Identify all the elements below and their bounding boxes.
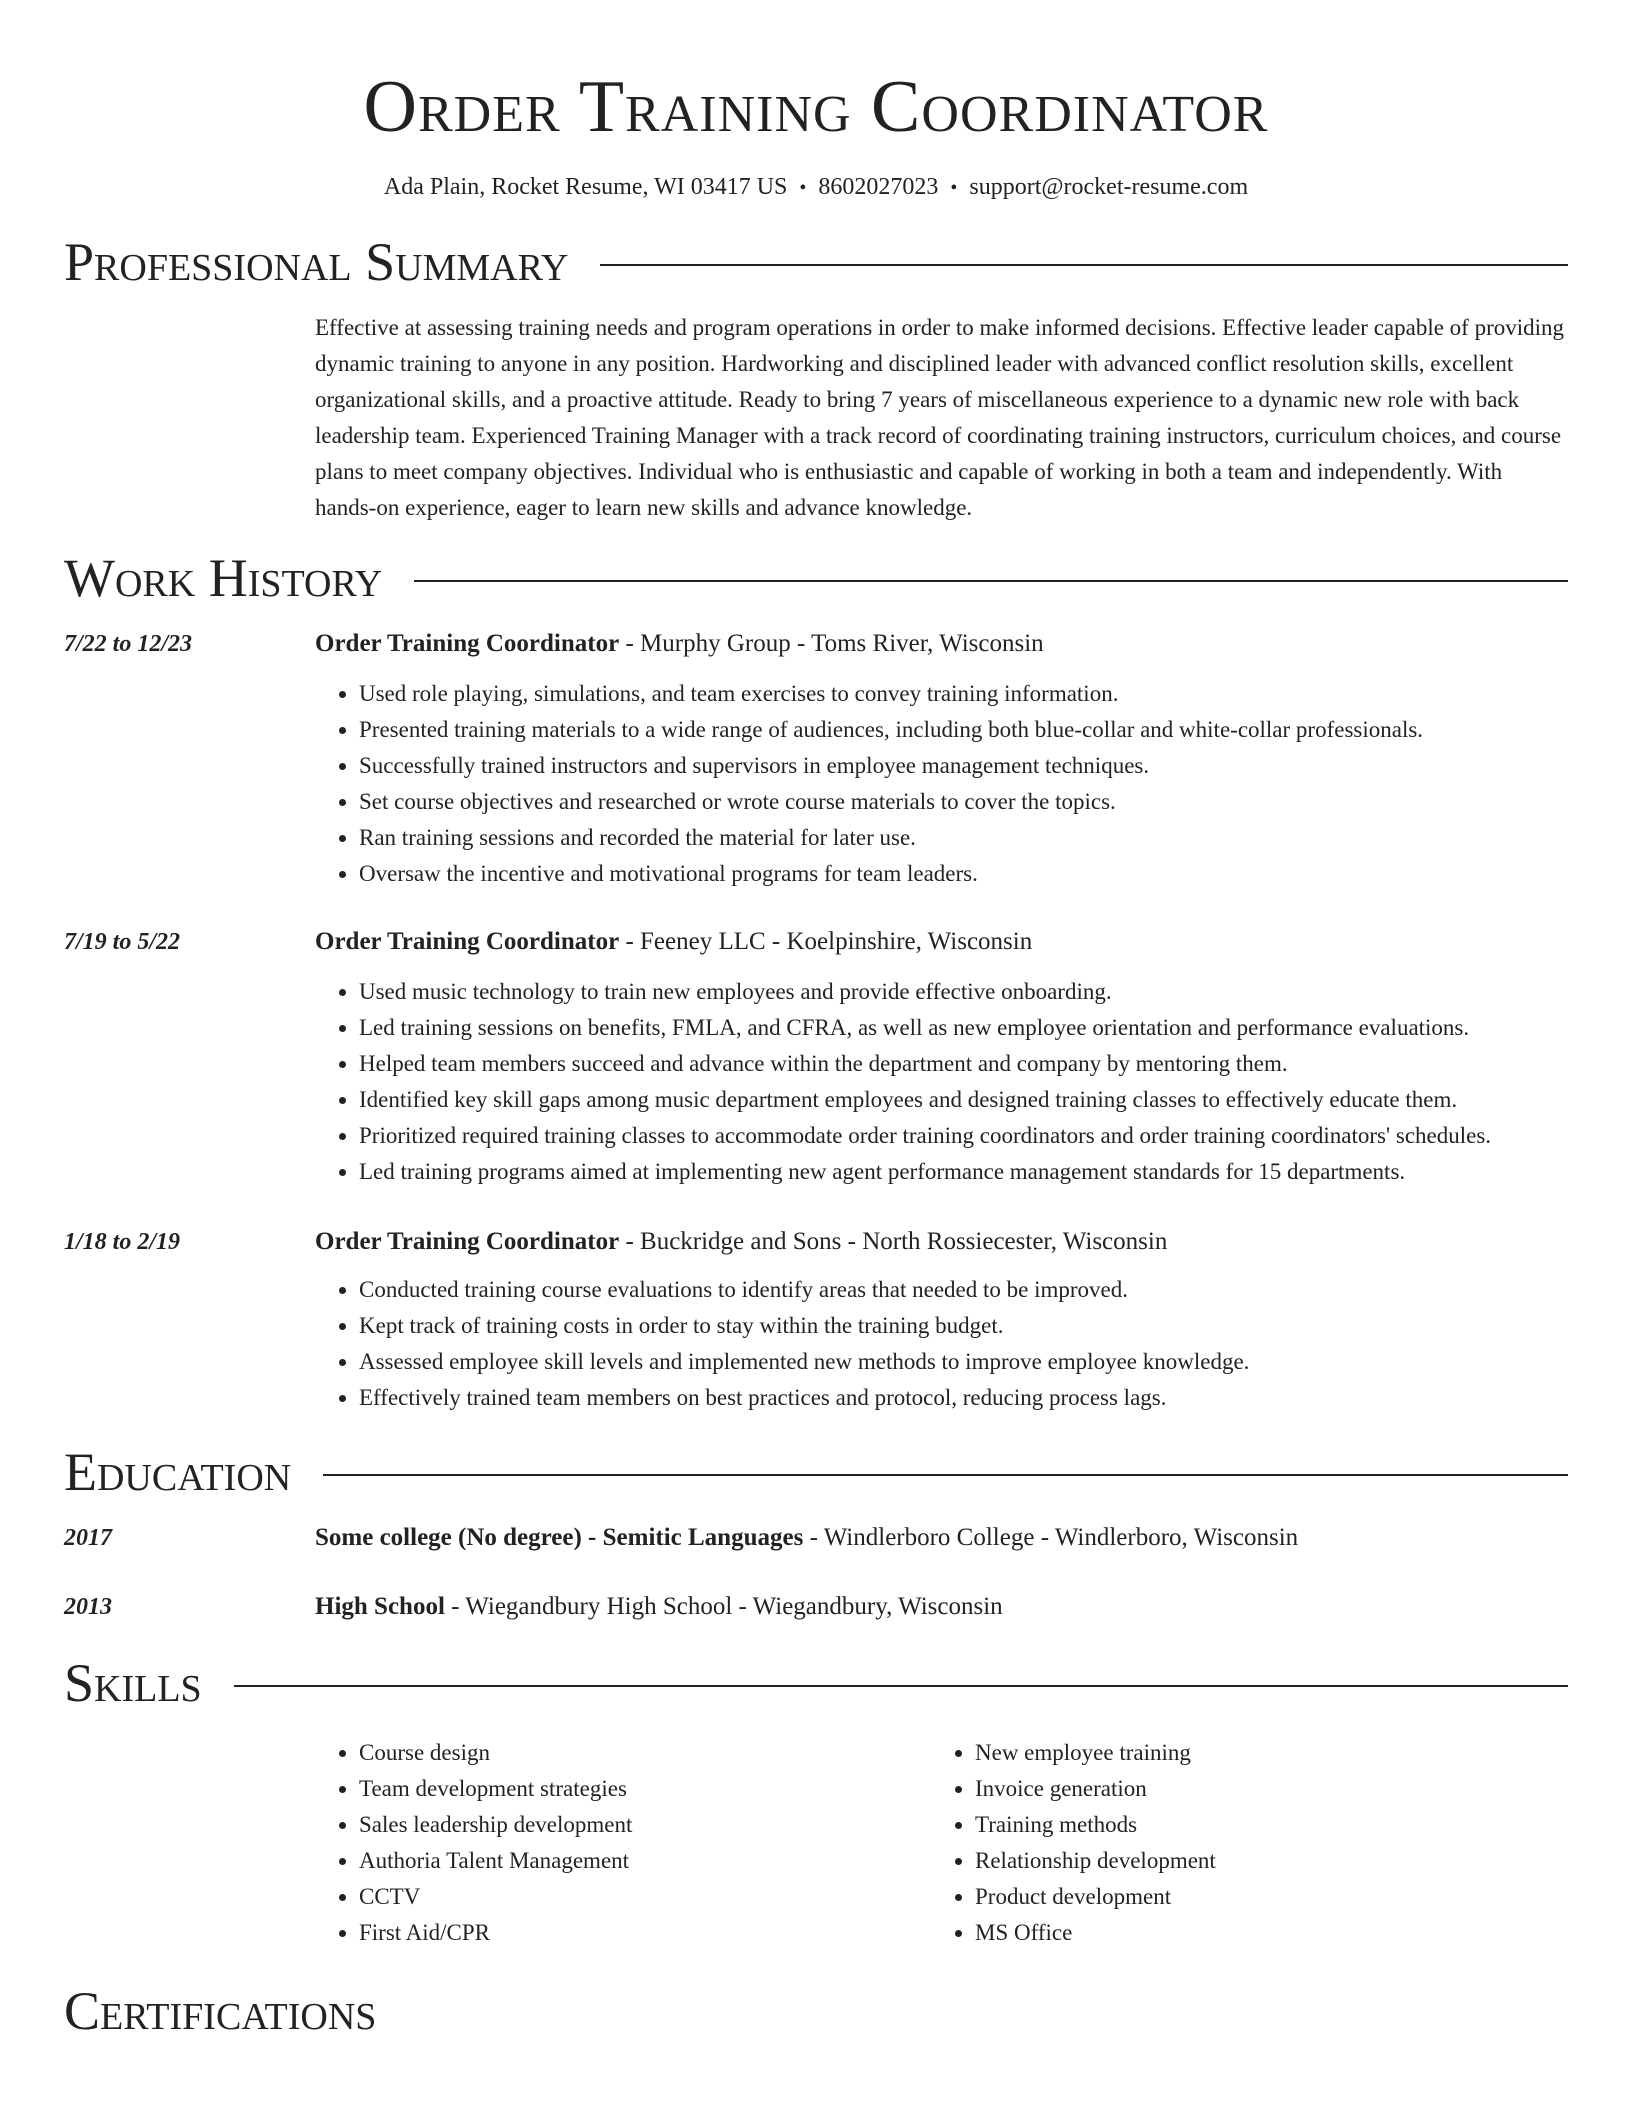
- education-heading: [315, 1520, 1568, 1556]
- list-item: • Presented training materials to a wide range of audiences, including both blue-collar and white-collar professionals.: [359, 712, 1568, 748]
- job-dates: 7/22 to 12/23: [64, 631, 193, 657]
- education-section-title: Education: [64, 1442, 292, 1502]
- work-section-header: [64, 546, 1568, 610]
- list-item: • Identified key skill gaps among music department employees and designed training classes to effectively educate them.: [359, 1082, 1568, 1118]
- education-details: - Windlerboro College - Windlerboro, Wisconsin: [803, 1524, 1299, 1551]
- contact-phone: 8602027023: [818, 174, 939, 200]
- skill-item: • CCTV: [359, 1879, 931, 1915]
- list-item: • Led training programs aimed at implementing new agent performance management standards for 15 departments.: [359, 1154, 1568, 1190]
- list-item: • Used music technology to train new employees and provide effective onboarding.: [359, 974, 1568, 1010]
- education-details: - Wiegandbury High School - Wiegandbury, Wisconsin: [444, 1593, 1003, 1620]
- skill-item: • Invoice generation: [975, 1771, 1547, 1807]
- summary-section-title: Professional Summary: [64, 232, 569, 292]
- job-bullets: [315, 974, 1568, 1190]
- education-degree: Some college (No degree) - Semitic Languages: [315, 1524, 804, 1551]
- skill-item: • New employee training: [975, 1735, 1547, 1771]
- certifications-section-title: Certifications: [64, 1981, 377, 2041]
- skill-item: • First Aid/CPR: [359, 1915, 931, 1951]
- education-year: 2013: [64, 1594, 112, 1620]
- job-title: Order Training Coordinator: [315, 630, 620, 657]
- skills-column-left: [315, 1735, 931, 1951]
- contact-address: Ada Plain, Rocket Resume, WI 03417 US: [383, 174, 788, 200]
- job-entry: [64, 924, 1568, 1190]
- job-details: - Murphy Group - Toms River, Wisconsin: [619, 630, 1044, 657]
- skills-list: [315, 1735, 1568, 1951]
- skills-column-right: [931, 1735, 1547, 1951]
- skill-item: • Product development: [975, 1879, 1547, 1915]
- skills-section-title: Skills: [64, 1653, 202, 1713]
- summary-section-header: [64, 230, 1568, 294]
- job-bullets: [315, 676, 1568, 892]
- job-heading: [315, 1224, 1568, 1260]
- section-divider: [600, 264, 1568, 266]
- section-divider: [234, 1685, 1568, 1687]
- job-bullets: [315, 1272, 1568, 1416]
- education-entry: [64, 1589, 1568, 1625]
- certifications-section-header: [64, 1979, 1568, 2043]
- job-details: - Buckridge and Sons - North Rossiecester, Wisconsin: [619, 1228, 1168, 1255]
- list-item: • Set course objectives and researched or wrote course materials to cover the topics.: [359, 784, 1568, 820]
- summary-text: Effective at assessing training needs and program operations in order to make informed decisions. Effective leader capable of providing dynamic training to anyone in any position. Hardworking and disciplined leader with advanced conflict resolution skills, excellent organizational skills, and a proactive attitude. Ready to bring 7 years of miscellaneous experience to a dynamic new role with back leadership team. Experienced Training Manager with a track record of coordinating training instructors, curriculum choices, and course plans to meet company objectives. Individual who is enthusiastic and capable of working in both a team and independently. With hands-on experience, eager to learn new skills and advance knowledge.: [315, 315, 1565, 520]
- job-details: - Feeney LLC - Koelpinshire, Wisconsin: [619, 928, 1033, 955]
- list-item: • Effectively trained team members on best practices and protocol, reducing process lags.: [359, 1380, 1568, 1416]
- skill-item: • Relationship development: [975, 1843, 1547, 1879]
- skill-item: • MS Office: [975, 1915, 1547, 1951]
- list-item: • Ran training sessions and recorded the material for later use.: [359, 820, 1568, 856]
- contact-separator: •: [950, 177, 958, 199]
- list-item: • Successfully trained instructors and supervisors in employee management techniques.: [359, 748, 1568, 784]
- education-heading: [315, 1589, 1568, 1625]
- contact-email: support@rocket-resume.com: [969, 174, 1249, 200]
- job-dates: 7/19 to 5/22: [64, 929, 181, 955]
- list-item: • Led training sessions on benefits, FMLA, and CFRA, as well as new employee orientation and performance evaluations.: [359, 1010, 1568, 1046]
- list-item: • Conducted training course evaluations to identify areas that needed to be improved.: [359, 1272, 1568, 1308]
- list-item: • Assessed employee skill levels and implemented new methods to improve employee knowledge.: [359, 1344, 1568, 1380]
- skill-item: • Sales leadership development: [359, 1807, 931, 1843]
- skill-item: • Course design: [359, 1735, 931, 1771]
- job-heading: [315, 924, 1568, 960]
- list-item: • Kept track of training costs in order to stay within the training budget.: [359, 1308, 1568, 1344]
- education-section-header: [64, 1440, 1568, 1504]
- skill-item: • Training methods: [975, 1807, 1547, 1843]
- job-entry: [64, 626, 1568, 892]
- contact-separator: •: [799, 177, 807, 199]
- job-title: Order Training Coordinator: [315, 928, 620, 955]
- education-entry: [64, 1520, 1568, 1556]
- job-title: Order Training Coordinator: [315, 1228, 620, 1255]
- resume-page: [64, 0, 1568, 2043]
- list-item: • Helped team members succeed and advance within the department and company by mentoring them.: [359, 1046, 1568, 1082]
- section-divider: [323, 1474, 1568, 1476]
- job-dates: 1/18 to 2/19: [64, 1229, 181, 1255]
- list-item: • Prioritized required training classes to accommodate order training coordinators and order training coordinators' schedules.: [359, 1118, 1568, 1154]
- education-degree: High School: [315, 1593, 445, 1620]
- skills-section-header: [64, 1651, 1568, 1715]
- section-divider: [414, 580, 1568, 582]
- skill-item: • Authoria Talent Management: [359, 1843, 931, 1879]
- contact-line: [64, 172, 1568, 203]
- job-entry: [64, 1224, 1568, 1416]
- education-year: 2017: [64, 1525, 112, 1551]
- resume-name-title: Order Training Coordinator: [363, 66, 1269, 148]
- skill-item: • Team development strategies: [359, 1771, 931, 1807]
- job-heading: [315, 626, 1568, 662]
- list-item: • Oversaw the incentive and motivational programs for team leaders.: [359, 856, 1568, 892]
- list-item: • Used role playing, simulations, and team exercises to convey training information.: [359, 676, 1568, 712]
- work-section-title: Work History: [64, 548, 383, 608]
